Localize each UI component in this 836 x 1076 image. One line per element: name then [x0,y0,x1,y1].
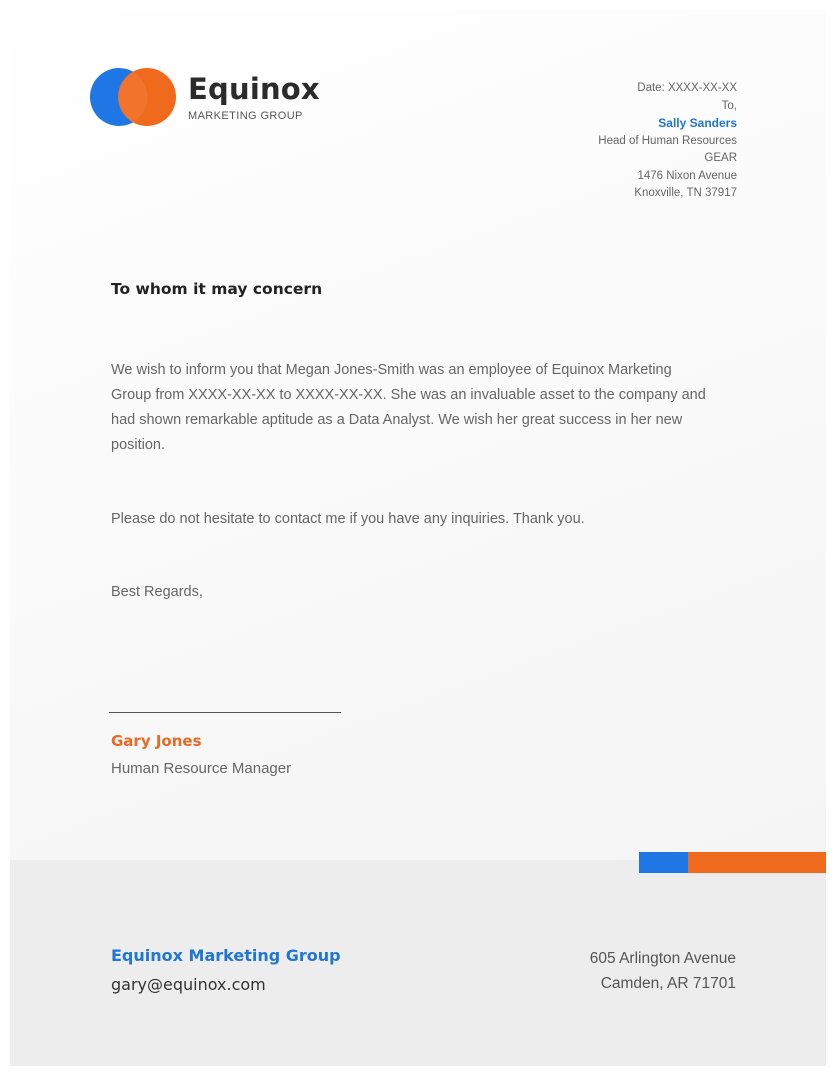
closing: Best Regards, [111,584,203,600]
recipient-company: GEAR [704,152,737,164]
brand-tagline: MARKETING GROUP [188,110,303,122]
body-paragraph-1: We wish to inform you that Megan Jones-Smith was an employee of Equinox Marketing Group from XXXX-XX-XX to XXXX-XX-XX. She was an invaluable asset to the company and had shown remarkable aptitude as a Data Analyst. We wish her great success in her new position. [111,362,706,453]
signature-line [109,712,341,713]
body-paragraph-2: Please do not hesitate to contact me if you have any inquiries. Thank you. [111,511,585,527]
salutation: To whom it may concern [111,280,323,298]
letter-date: Date: XXXX-XX-XX [637,82,737,94]
signer-title: Human Resource Manager [111,760,292,777]
footer-city: Camden, AR 71701 [600,975,736,992]
recipient-title: Head of Human Resources [598,134,737,147]
footer-address [590,946,736,996]
letter-page [10,10,826,1066]
logo-circles-icon [90,68,180,128]
recipient-city: Knoxville, TN 37917 [634,187,737,199]
recipient-street: 1476 Nixon Avenue [637,169,737,182]
footer-street: 605 Arlington Avenue [589,950,736,967]
footer-accent-blue [639,852,688,873]
recipient-to: To, [721,99,737,112]
recipient-block [598,80,737,203]
recipient-name: Sally Sanders [658,116,737,130]
footer-email[interactable]: gary@equinox.com [111,975,266,994]
signer-name: Gary Jones [111,732,202,750]
footer-accent-orange [688,852,826,873]
brand-name: Equinox [188,72,320,106]
footer-company: Equinox Marketing Group [111,946,341,965]
